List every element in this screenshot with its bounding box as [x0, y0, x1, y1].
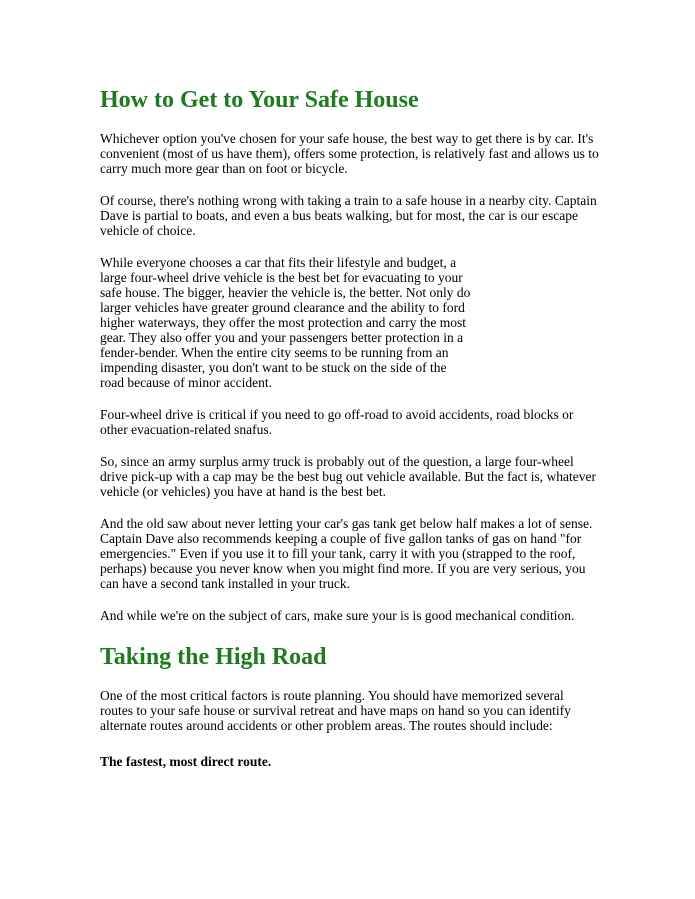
route-item-fastest: The fastest, most direct route. [100, 754, 272, 769]
section-heading-high-road: Taking the High Road [100, 644, 327, 670]
paragraph-gas-tank: And the old saw about never letting your car's gas tank get below half makes a lot of sense. Captain Dave also recommends keeping a couple of five gallon tanks of gas on hand "for emergencies." Even if you use it to fill your tank, carry it with you (strapped to the roof, perhaps) because you never know when you might find more. If you are very serious, you can have a second tank installed in your truck. [100, 516, 593, 591]
document-content [100, 66, 600, 786]
paragraph-train-boats: Of course, there's nothing wrong with taking a train to a safe house in a nearby city. Captain Dave is partial to boats, and even a bus beats walking, but for most, the car is our escape vehicle of choice. [100, 193, 597, 238]
section-heading-safe-house: How to Get to Your Safe House [100, 87, 419, 113]
paragraph-mechanical-condition: And while we're on the subject of cars, make sure your is is good mechanical condition. [100, 608, 575, 623]
paragraph-route-planning: One of the most critical factors is route planning. You should have memorized several routes to your safe house or survival retreat and have maps on hand so you can identify alternate routes around accidents or other problem areas. The routes should include: [100, 688, 571, 733]
paragraph-off-road: Four-wheel drive is critical if you need to go off-road to avoid accidents, road blocks or other evacuation-related snafus. [100, 407, 574, 437]
paragraph-four-wheel-vehicle: While everyone chooses a car that fits their lifestyle and budget, a large four-wheel drive vehicle is the best bet for evacuating to your safe house. The bigger, heavier the vehicle is, the better. Not only do larger vehicles have greater ground clearance and the ability to ford higher waterways, they offer the most protection and carry the most gear. They also offer you and your passengers better protection in a fender-bender. When the entire city seems to be running from an impending disaster, you don't want to be stuck on the side of the road because of minor accident. [100, 255, 471, 390]
paragraph-car-best-way: Whichever option you've chosen for your safe house, the best way to get there is by car. It's convenient (most of us have them), offers some protection, is relatively fast and allows us to carry much more gear than on foot or bicycle. [100, 131, 599, 176]
paragraph-army-truck: So, since an army surplus army truck is probably out of the question, a large four-wheel drive pick-up with a cap may be the best bug out vehicle available. But the fact is, whatever vehicle (or vehicles) you have at hand is the best bet. [100, 454, 596, 499]
